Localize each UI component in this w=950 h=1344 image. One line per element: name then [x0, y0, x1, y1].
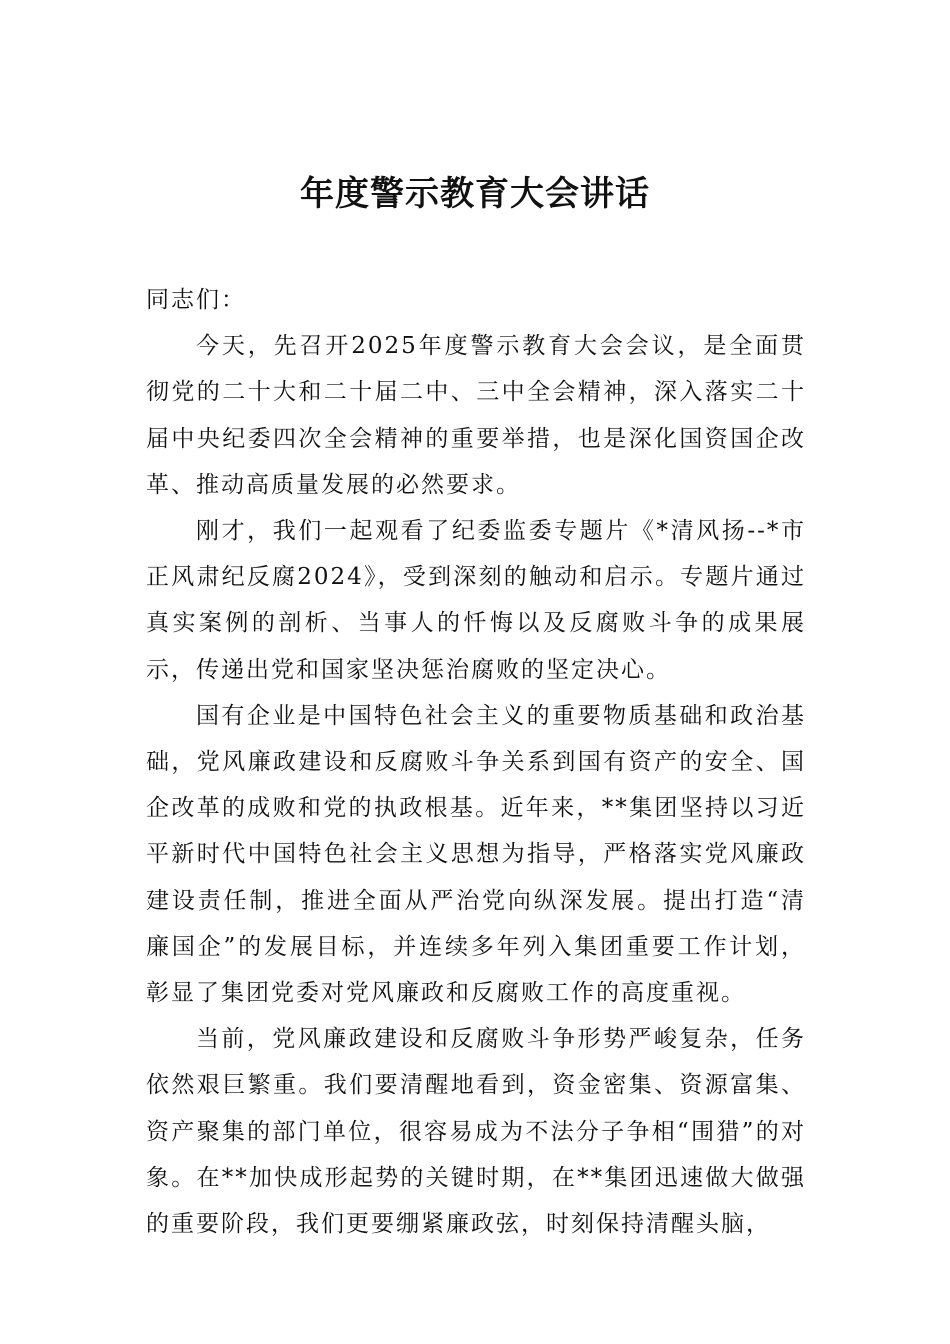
paragraph-1: 今天，先召开2025年度警示教育大会会议，是全面贯彻党的二十大和二十届二中、三中全会精神，深入落实二十届中央纪委四次全会精神的重要举措，也是深化国资国企改革、推动高质量发展的必然要求。 — [146, 333, 806, 498]
paragraph-4: 当前，党风廉政建设和反腐败斗争形势严峻复杂，任务依然艰巨繁重。我们要清醒地看到，资金密集、资源富集、资产聚集的部门单位，很容易成为不法分子争相“围猎”的对象。在**加快成形起势的关键时期，在**集团迅速做大做强的重要阶段，我们更要绷紧廉政弦，时刻保持清醒头脑， — [146, 1026, 806, 1238]
paragraph-3: 国有企业是中国特色社会主义的重要物质基础和政治基础，党风廉政建设和反腐败斗争关系到国有资产的安全、国企改革的成败和党的执政根基。近年来，**集团坚持以习近平新时代中国特色社会主义思想为指导，严格落实党风廉政建设责任制，推进全面从严治党向纵深发展。提出打造“清廉国企”的发展目标，并连续多年列入集团重要工作计划，彰显了集团党委对党风廉政和反腐败工作的高度重视。 — [146, 702, 806, 1007]
document-title: 年度警示教育大会讲话 — [300, 174, 650, 214]
document-body — [146, 277, 806, 1247]
salutation: 同志们： — [146, 287, 246, 313]
paragraph-2: 刚才，我们一起观看了纪委监委专题片《*清风扬--*市正风肃纪反腐2024》，受到深刻的触动和启示。专题片通过真实案例的剖析、当事人的忏悔以及反腐败斗争的成果展示，传递出党和国家坚决惩治腐败的坚定决心。 — [146, 518, 806, 683]
